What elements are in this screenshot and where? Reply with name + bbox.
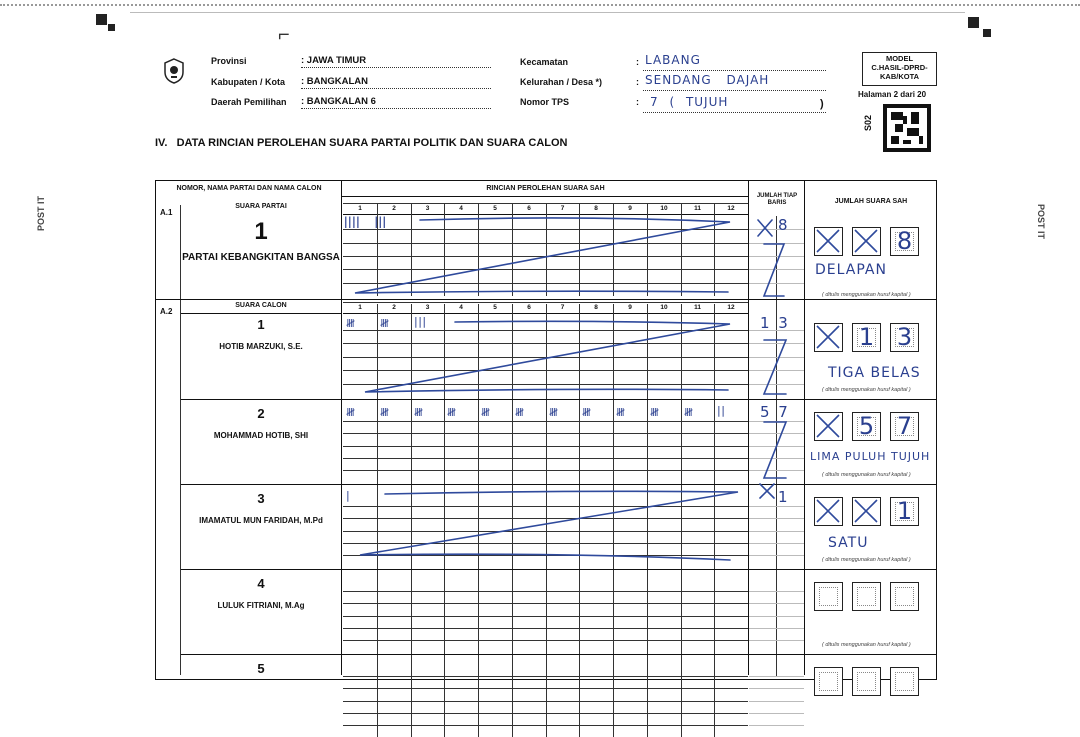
kecamatan-value: LABANG [645,53,701,67]
party-number: 1 [254,218,268,245]
kelurahan-colon: : [636,77,639,87]
cand-1-tally-mark: 𝍸 [380,317,390,330]
cand-4-col-rule [579,567,580,652]
party-bottom-rule [155,299,937,300]
cand-5-total-row-rule [749,701,804,702]
cand-5-digit-box[interactable] [814,667,843,696]
tps-value: 7 ( TUJUH [650,95,729,109]
cand-4-col-rule [478,567,479,652]
top-rule [130,12,965,13]
cand-3-col-rule [647,482,648,567]
cand-3-total-row-rule [749,506,804,507]
cand-4-col-rule [681,567,682,652]
kecamatan-colon: : [636,57,639,67]
cand-5-total-row-rule [749,688,804,689]
rincian-header-rule [341,196,748,197]
cand-3-digit-box[interactable] [814,497,843,526]
cand-1-total-row-rule [749,384,804,385]
cand-4-digit-box[interactable] [852,582,881,611]
registration-mark-top-right [968,17,979,28]
party-tally: ꟾꟾꟾꟾ ꟾꟾꟾ [344,217,387,231]
cand-2-tally-mark: 𝍸 [380,406,390,419]
cand-4-col-rule [613,567,614,652]
cand-4-total-row-rule [749,603,804,604]
cand-1-col-rule [579,304,580,397]
party-caption: ( ditulis menggunakan huruf kapital ) [822,292,911,298]
cand-3-col-rule [579,482,580,567]
cand-4-total-row-rule [749,616,804,617]
tps-label: Nomor TPS [520,97,570,107]
cand-5-total-row-rule [749,725,804,726]
cand-5-number: 5 [257,661,265,676]
side-label-left: POST IT [36,196,46,232]
cand-1-words: TIGA BELAS [828,365,921,381]
cand-2-total-row-rule [749,433,804,434]
party-digit: 8 [896,227,913,255]
candidates-column-number: 1 [358,304,362,311]
cand-4-total-row-rule [749,640,804,641]
cand-3-col-rule [546,482,547,567]
cand-3-number: 3 [257,491,265,506]
cand-5-col-rule [444,652,445,737]
cand-5-col-rule [681,652,682,737]
cand-1-digit: 3 [896,323,913,351]
cand-5-col-rule [478,652,479,737]
party-digit-box[interactable] [852,227,881,256]
party-total-row-rule [749,269,804,270]
party-column-number: 1 [358,205,362,212]
kabupaten-label: Kabupaten / Kota [211,77,286,87]
cand-3-total-row-rule [749,543,804,544]
tps-paren-close: ) [820,98,824,110]
party-column-number: 11 [694,205,701,212]
cand-1-col-rule [714,304,715,397]
cand-2-tally-mark: 𝍸 [616,406,626,419]
cand-2-col-rule [546,397,547,482]
cand-5-digit [853,668,880,695]
party-column-number: 6 [527,205,531,212]
a2-label: A.2 [160,307,173,316]
party-column-number: 8 [594,205,598,212]
candidates-column-number: 9 [628,304,632,311]
cand-5-col-rule [613,652,614,737]
party-total-row-rule [749,283,804,284]
a1-label: A.1 [160,208,173,217]
tps-colon: : [636,97,639,107]
provinsi-value: : JAWA TIMUR [301,55,491,68]
cand-4-digit-box[interactable] [814,582,843,611]
kpu-logo-icon [163,58,185,84]
candidates-column-number: 2 [392,304,396,311]
cand-2-col-rule [647,397,648,482]
side-label-right: POST IT [1036,204,1046,240]
cand-5-digit-box[interactable] [852,667,881,696]
cand-3-col-rule [613,482,614,567]
cand-3-digit-box[interactable] [890,497,919,526]
cand-1-digit-box[interactable] [890,323,919,352]
cand-5-col-rule [377,652,378,737]
party-total-row-rule [749,256,804,257]
cand-5-col-rule [546,652,547,737]
cand-2-caption: ( ditulis menggunakan huruf kapital ) [822,472,911,478]
cand-3-total-row-rule [749,555,804,556]
cand-4-col-rule [377,567,378,652]
model-box [862,52,937,86]
cand-4-digit-box[interactable] [890,582,919,611]
dapil-label: Daerah Pemilihan [211,97,287,107]
party-digit-box[interactable] [814,227,843,256]
cand-2-digit: 7 [896,412,913,440]
cand-2-tally-mark: 𝍸 [582,406,592,419]
cand-2-top-rule [181,399,937,400]
party-col-rule [714,204,715,296]
cand-2-total-row-rule [749,458,804,459]
party-total-row-rule [749,229,804,230]
cand-3-total-row-rule [749,518,804,519]
divider-name [341,180,342,675]
cand-2-col-rule [478,397,479,482]
qr-code-icon [883,104,931,152]
cand-5-col-rule [411,652,412,737]
cand-4-col-rule [647,567,648,652]
party-col-rule [444,204,445,296]
cand-2-total-row-rule [749,470,804,471]
cand-3-name: IMAMATUL MUN FARIDAH, M.Pd [199,516,323,525]
dapil-value: : BANGKALAN 6 [301,96,491,109]
cand-3-digit: 1 [896,497,913,525]
suara-calon-label: SUARA CALON [235,302,287,309]
model-line3: KAB/KOTA [879,72,920,81]
cand-4-col-rule [512,567,513,652]
cand-1-number: 1 [257,317,265,332]
candidates-column-number: 12 [727,304,735,311]
cand-2-col-rule [613,397,614,482]
cand-5-col-rule [579,652,580,737]
kabupaten-value: : BANGKALAN [301,76,491,89]
cand-2-tally-mark: 𝍸 [684,406,694,419]
cand-2-col-rule [411,397,412,482]
suara-partai-label: SUARA PARTAI [235,203,287,210]
candidates-column-number: 4 [459,304,463,311]
col-header-rincian: RINCIAN PEROLEHAN SUARA SAH [486,185,605,192]
candidates-column-number: 6 [527,304,531,311]
cand-2-tally-mark: 𝍸 [549,406,559,419]
col-header-jumlah-sah: JUMLAH SUARA SAH [834,198,908,205]
party-column-number: 12 [727,205,735,212]
cand-2-name: MOHAMMAD HOTIB, SHI [213,431,309,440]
cand-1-col-rule [411,304,412,397]
cand-4-digit [891,583,918,610]
cand-4-col-rule [714,567,715,652]
candidates-colhdr-top-rule [343,302,748,303]
party-col-rule [613,204,614,296]
cand-4-col-rule [444,567,445,652]
cand-3-digit-box[interactable] [852,497,881,526]
cand-3-col-rule [377,482,378,567]
cand-1-name: HOTIB MARZUKI, S.E. [219,342,303,351]
cand-3-col-rule [512,482,513,567]
kecamatan-label: Kecamatan [520,57,569,67]
cand-5-total-row-rule [749,676,804,677]
pen-mark: ⌐ [278,24,290,46]
registration-mark-top-right-small [983,29,991,37]
cand-3-col-rule [478,482,479,567]
party-col-rule [546,204,547,296]
cand-1-col-rule [647,304,648,397]
cand-5-digit-box[interactable] [890,667,919,696]
registration-mark-top-left [96,14,107,25]
party-column-number: 2 [392,205,396,212]
page-indicator: Halaman 2 dari 20 [858,90,927,99]
cand-1-tally-mark: ||| [414,315,427,328]
candidates-column-number: 11 [694,304,701,311]
party-column-number: 9 [628,205,632,212]
cand-3-digit [853,498,880,525]
cand-2-tally-mark: 𝍸 [414,406,424,419]
section-title: IV. DATA RINCIAN PEROLEHAN SUARA PARTAI POLITIK DAN SUARA CALON [155,137,568,149]
cand-3-col-rule [714,482,715,567]
cand-2-tally-mark: 𝍸 [481,406,491,419]
cand-2-digit [815,413,842,440]
cand-2-tally-mark: 𝍸 [515,406,525,419]
cand-5-top-rule [181,654,937,655]
cand-5-col-rule [714,652,715,737]
party-column-number: 4 [459,205,463,212]
cand-5-col-rule [647,652,648,737]
cand-1-total-row-rule [749,357,804,358]
party-col-rule [579,204,580,296]
col-header-name: NOMOR, NAMA PARTAI DAN NAMA CALON [176,185,322,192]
divider-rincian [748,180,749,675]
kelurahan-label: Kelurahan / Desa *) [520,77,603,87]
cand-1-total-row-rule [749,343,804,344]
cand-3-digit [815,498,842,525]
cand-4-top-rule [181,569,937,570]
cand-3-row-total: 1 [778,488,790,506]
cand-1-row-total: 1 3 [760,314,790,332]
cand-2-digit: 5 [858,412,875,440]
party-column-number: 5 [493,205,497,212]
cand-5-digit [815,668,842,695]
cand-1-col-rule [478,304,479,397]
cand-2-number: 2 [257,406,265,421]
tps-dotline [643,112,826,113]
cand-1-col-rule [512,304,513,397]
divider-jumlah [804,180,805,675]
kecamatan-dotline [643,70,826,71]
party-col-rule [647,204,648,296]
party-total-row-rule [749,243,804,244]
kelurahan-dotline [643,90,826,91]
col-header-jumlah-baris: JUMLAH TIAP BARIS [756,193,798,206]
candidates-column-number: 10 [660,304,668,311]
cand-5-col-rule [512,652,513,737]
model-line2: C.HASIL-DPRD- [871,63,928,72]
registration-mark-top-left-small [108,24,115,31]
cand-2-col-rule [377,397,378,482]
party-column-number: 3 [425,205,430,212]
cand-2-total-row-rule [749,421,804,422]
candidates-column-number: 5 [493,304,497,311]
cand-4-col-rule [411,567,412,652]
cand-1-col-rule [681,304,682,397]
cand-1-col-rule [546,304,547,397]
cand-4-digit [815,583,842,610]
party-col-rule [411,204,412,296]
cand-5-total-row-rule [749,713,804,714]
cand-2-row-total: 5 7 [760,403,790,421]
suara-calon-rule [181,313,341,314]
cand-3-caption: ( ditulis menggunakan huruf kapital ) [822,557,911,563]
cand-2-col-rule [681,397,682,482]
cand-3-col-rule [444,482,445,567]
cand-3-col-rule [681,482,682,567]
cand-3-col-rule [411,482,412,567]
provinsi-label: Provinsi [211,56,247,66]
candidates-column-number: 7 [560,304,565,311]
cand-1-total-row-rule [749,370,804,371]
cand-1-col-rule [444,304,445,397]
cand-3-total-row-rule [749,531,804,532]
party-column-number: 7 [560,205,565,212]
party-name: PARTAI KEBANGKITAN BANGSA [182,252,340,263]
cand-5-digit [891,668,918,695]
party-digit-box[interactable] [890,227,919,256]
cand-1-col-rule [377,304,378,397]
party-digit [853,228,880,255]
cand-1-digit: 1 [858,323,875,351]
top-dotted-border [0,0,1080,6]
cand-1-digit-box[interactable] [814,323,843,352]
cand-3-tally-mark: | [346,489,351,502]
cand-2-col-rule [444,397,445,482]
cand-2-total-row-rule [749,446,804,447]
cand-4-col-rule [546,567,547,652]
cand-4-total-row-rule [749,628,804,629]
cand-3-top-rule [181,484,937,485]
party-row-total: 8 [778,216,788,234]
cand-2-col-rule [714,397,715,482]
cand-2-digit-box[interactable] [814,412,843,441]
party-col-rule [512,204,513,296]
model-line1: MODEL [885,54,914,63]
cand-2-tally-mark: || [717,404,726,417]
cand-2-tally-mark: 𝍸 [650,406,660,419]
cand-1-digit-box[interactable] [852,323,881,352]
cand-4-caption: ( ditulis menggunakan huruf kapital ) [822,642,911,648]
cand-4-name: LULUK FITRIANI, M.Ag [217,601,305,610]
party-words: DELAPAN [815,262,887,278]
cand-2-digit-box[interactable] [852,412,881,441]
cand-2-tally-mark: 𝍸 [346,406,356,419]
candidates-column-number: 3 [425,304,430,311]
form-code: S02 [863,115,873,132]
cand-4-total-row-rule [749,591,804,592]
cand-1-col-rule [613,304,614,397]
cand-2-tally-mark: 𝍸 [447,406,457,419]
party-col-rule [681,204,682,296]
party-digit [815,228,842,255]
cand-1-digit [815,324,842,351]
party-col-rule [478,204,479,296]
kelurahan-value: SENDANG DAJAH [645,73,770,87]
party-column-number: 10 [660,205,668,212]
candidates-column-number: 8 [594,304,598,311]
cand-2-digit-box[interactable] [890,412,919,441]
cand-1-tally-mark: 𝍸 [346,317,356,330]
cand-2-col-rule [579,397,580,482]
cand-3-words: SATU [828,535,869,551]
cand-2-words: LIMA PULUH TUJUH [810,450,931,463]
cand-4-digit [853,583,880,610]
cand-2-col-rule [512,397,513,482]
cand-4-number: 4 [257,576,265,591]
cand-1-caption: ( ditulis menggunakan huruf kapital ) [822,387,911,393]
